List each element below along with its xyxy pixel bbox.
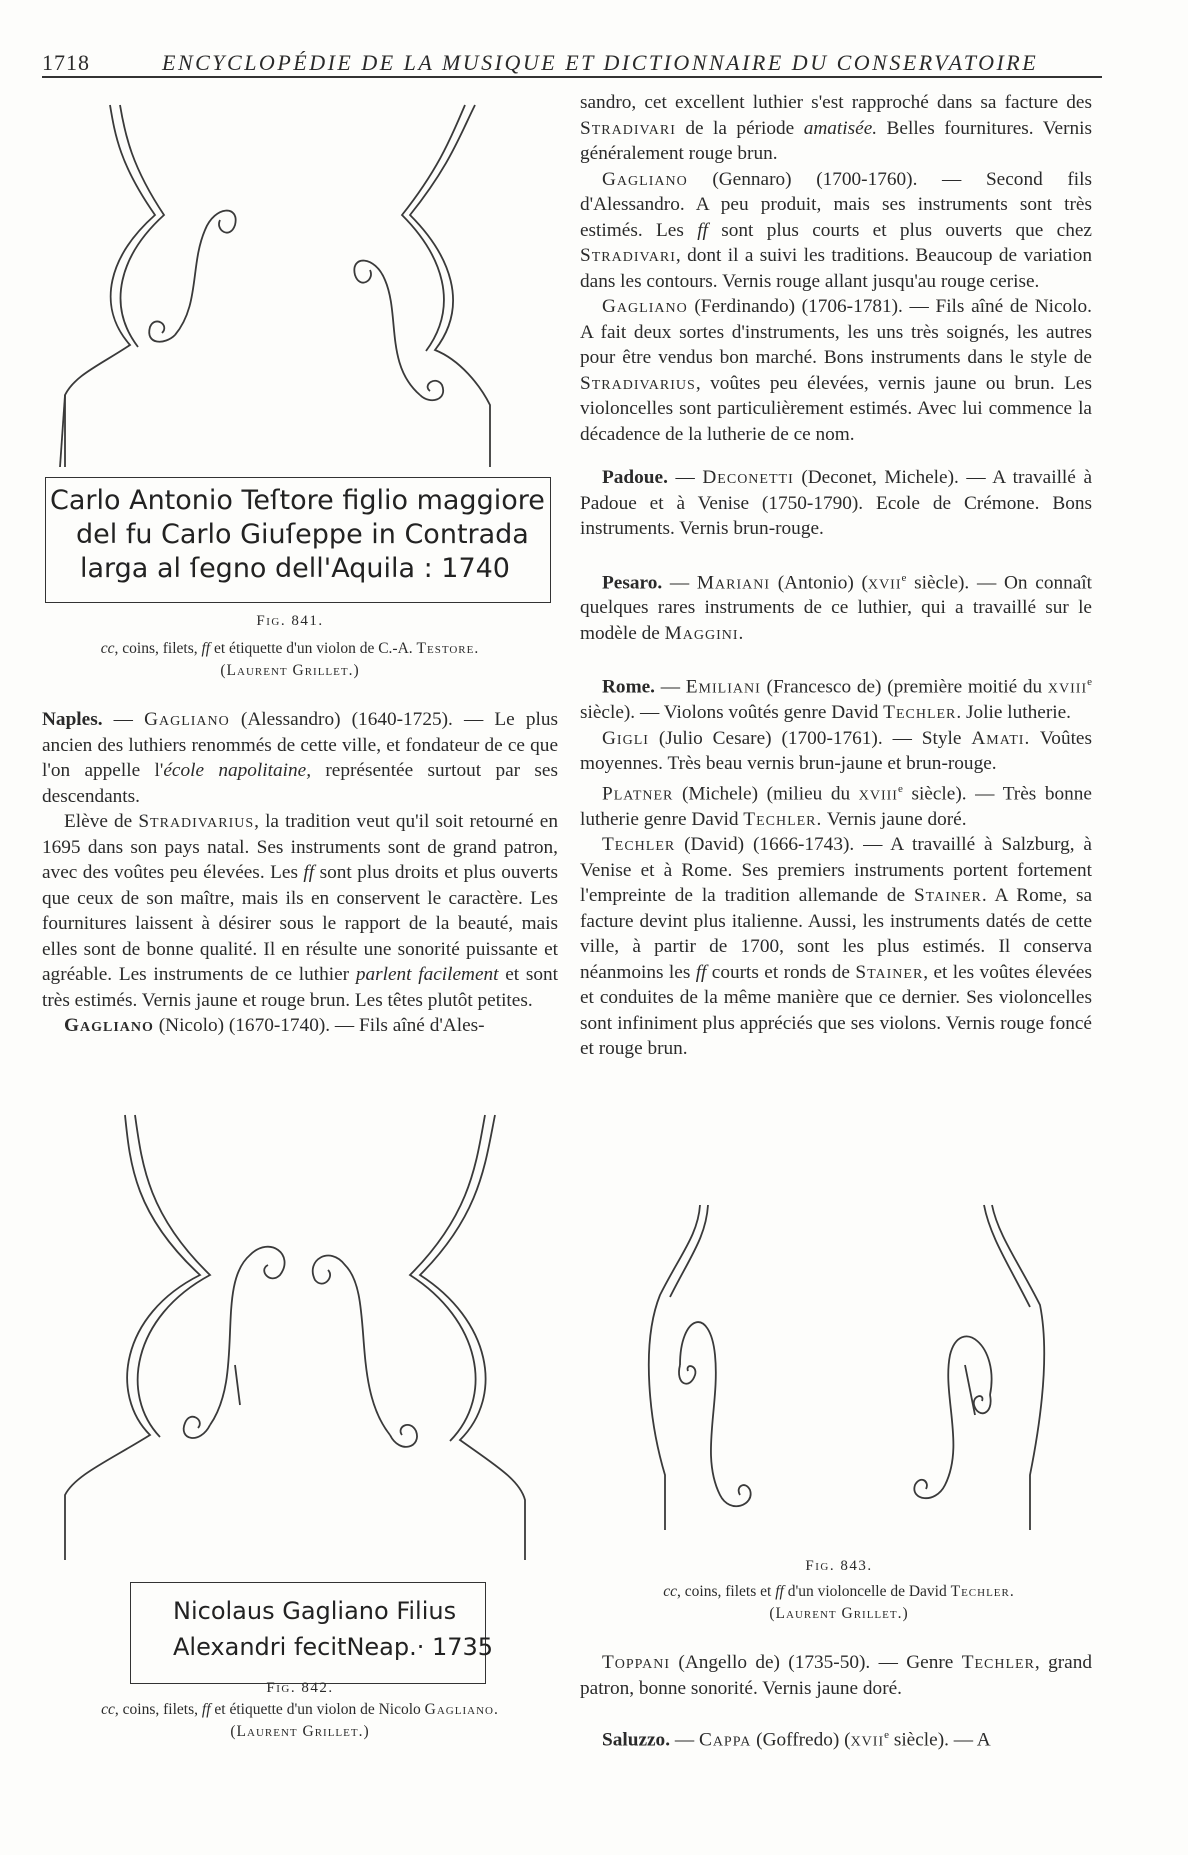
entry-gagliano-gennaro: Gagliano (Gennaro) (1700-1760). — Second fils d'Alessandro. A peu produit, mais ses instruments sont très estimés. Les ff sont plus courts et plus ouverts que chez Stradivari, dont il a suivi les traditions. Beaucoup de variation dans les contours. Vernis rouge allant jusqu'au rouge cerise. (580, 168, 1092, 292)
fig-842-left-f-hole (210, 1247, 285, 1425)
fig-841-label-line: del fu Carlo Giuſeppe in Contrada (76, 519, 529, 550)
right-column-bottom-text (580, 1650, 1092, 1753)
fig-843-right-f-hole (914, 1336, 991, 1498)
entry-gagliano-ferdinando: Gagliano (Ferdinando) (1706-1781). — Fils aîné de Nicolo. A fait deux sortes d'instruments, les uns très soignés, les autres pour être vendus bon marché. Bons instruments dans le style de Stradivarius, voûtes peu élevées, vernis jaune ou brun. Les violoncelles sont particulièrement estimés. Avec lui commence la décadence de la lutherie de ce nom. (580, 296, 1092, 445)
entry-techler: Techler (David) (1666-1743). — A travaillé à Salzburg, à Venise et à Rome. Ses premiers instruments portent fortement l'empreinte de la tradition allemande de Stainer. A Rome, sa facture devint plus italienne. Aussi, les instruments datés de cette ville, à partir de 1700, sont les plus estimés. Il conserva néanmoins les ff courts et ronds de Stainer, et les voûtes élevées et conduites de la même manière que ce dernier. Ses violoncelles sont infiniment plus appréciés que ses violons. Vernis rouge foncé et rouge brun. (580, 834, 1092, 1060)
fig-841-label (45, 477, 551, 603)
running-title: ENCYCLOPÉDIE DE LA MUSIQUE ET DICTIONNAIRE DU CONSERVATOIRE (162, 50, 1039, 75)
fig-843-number: Fig. 843. (805, 1558, 873, 1574)
fig-841-left-corner (65, 105, 155, 467)
fig-842-left-corner (65, 1115, 200, 1560)
fig-841-left-f-hole (175, 211, 236, 335)
fig-841-credit: (Laurent Grillet.) (220, 662, 360, 679)
fig-842-label (130, 1582, 494, 1684)
right-column-text (580, 90, 1092, 1062)
fig-842-drawing (40, 1105, 550, 1565)
fig-843-left-f-hole (680, 1322, 751, 1506)
fig-843-caption-text: cc, coins, filets et ff d'un violoncelle de David Techler. (663, 1583, 1015, 1600)
fig-841-label-line: Carlo Antonio Teſtore figlio maggiore (50, 485, 545, 516)
fig-843-drawing (580, 1195, 1092, 1545)
entry-saluzzo: Saluzzo. — Cappa (Goffredo) (xvii$^e$ siècle). — A (602, 1729, 991, 1751)
left-column-text (42, 707, 558, 1039)
fig-842-credit: (Laurent Grillet.) (230, 1723, 370, 1740)
fig-841-right-f-hole (354, 261, 420, 395)
entry-toppani: Toppani (Angello de) (1735-50). — Genre Techler, grand patron, bonne sonorité. Vernis jaune doré. (580, 1652, 1093, 1699)
fig-842-caption-text: cc, coins, filets, ff et étiquette d'un violon de Nicolo Gagliano. (101, 1701, 499, 1718)
fig-842-number: Fig. 842. (266, 1680, 334, 1696)
paragraph-nicolo-cont: sandro, cet excellent luthier s'est rapproché dans sa facture des Stradivari de la période amatisée. Belles fournitures. Vernis généralement rouge brun. (580, 92, 1092, 164)
entry-padoue: Padoue. — Deconetti (Deconet, Michele). — A travaillé à Padoue et à Venise (1750-1790). Ecole de Crémone. Bons instruments. Vernis brun-rouge. (580, 467, 1092, 539)
entry-naples: Naples. — Gagliano (Alessandro) (1640-1725). — Le plus ancien des luthiers renommés de cette ville, et fondateur de ce que l'on appelle l'école napolitaine, représentée surtout par ses descendants. (42, 709, 558, 807)
entry-pesaro: Pesaro. — Mariani (Antonio) (xvii$^e$ siècle). — On connaît quelques rares instruments de ce luthier, qui a travaillé sur le modèle de Maggini. (580, 571, 1093, 644)
fig-842-right-corner (420, 1115, 525, 1560)
running-header (42, 46, 1102, 78)
fig-841-caption-text: cc, coins, filets, ff et étiquette d'un violon de C.-A. Testore. (100, 640, 480, 657)
fig-843-credit: (Laurent Grillet.) (769, 1605, 909, 1622)
fig-841-right-corner (410, 105, 490, 467)
entry-gagliano-nicolo: Gagliano (Nicolo) (1670-1740). — Fils aîné d'Ales- (64, 1015, 485, 1036)
fig-841-caption (40, 610, 540, 682)
entry-rome: Rome. — Emiliani (Francesco de) (première moitié du xviii$^e$ siècle). — Violons voûtés genre David Techler. Jolie lutherie. (580, 676, 1093, 724)
fig-843-right-corner (992, 1205, 1044, 1530)
fig-841-drawing (40, 95, 540, 475)
page-number: 1718 (42, 50, 90, 75)
fig-842-caption (45, 1677, 555, 1743)
entry-gigli: Gigli (Julio Cesare) (1700-1761). — Style Amati. Voûtes moyennes. Très beau vernis brun-jaune et brun-rouge. (580, 727, 1092, 775)
paragraph-alessandro: Elève de Stradivarius, la tradition veut qu'il soit retourné en 1695 dans son pays natal. Ses instruments sont de grand patron, avec des voûtes peu élevées. Les ff sont plus droits et plus ouverts que ceux de son maître, mais ils en conservent le caractère. Les fournitures laissent à désirer sous le rapport de la beauté, mais elles sont de bonne qualité. Il en résulte une sonorité puissante et agréable. Les instruments de ce luthier parlent facilement et sont très estimés. Vernis jaune et rouge brun. Les têtes plutôt petites. (42, 811, 558, 1011)
fig-842-right-f-hole (313, 1256, 390, 1435)
fig-842-label-line: Nicolaus Gagliano Filius (173, 1597, 457, 1625)
fig-841-number: Fig. 841. (256, 613, 324, 629)
fig-843-caption (585, 1555, 1093, 1625)
fig-842-label-line: Alexandri fecitNeap.· 1735 (173, 1633, 494, 1661)
fig-841-label-line: larga al ſegno dell'Aquila : 1740 (80, 553, 510, 584)
entry-platner: Platner (Michele) (milieu du xviii$^e$ siècle). — Très bonne lutherie genre David Techler. Vernis jaune doré. (580, 782, 1092, 830)
